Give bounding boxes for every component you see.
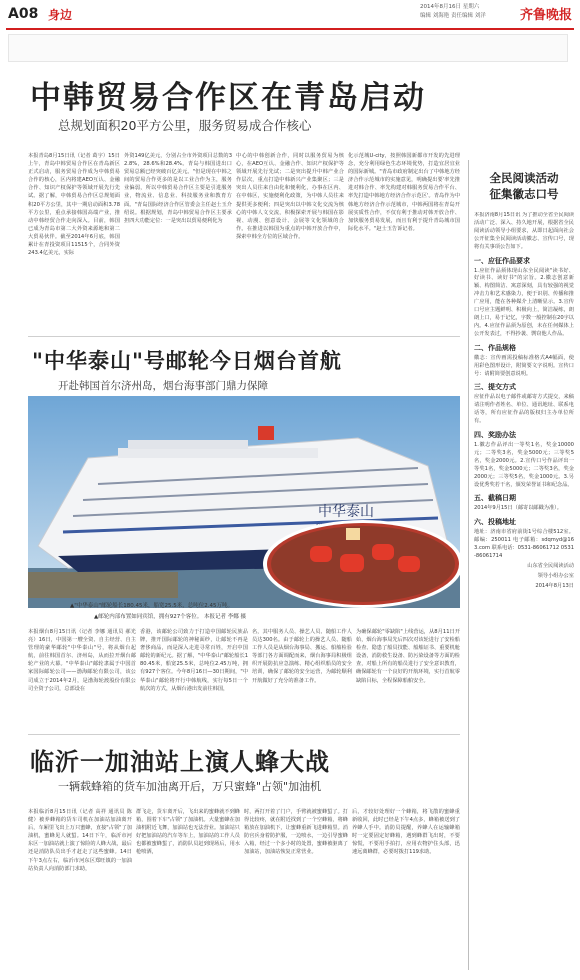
sidebar-signature-2: 领导小组办公室: [537, 572, 574, 579]
article2-col4: 为确保邮轮"零缺陷"上线营运，从8月11日开始，烟台海事局先后四次对该轮进行了安检船检查、隐患了船员技能、船舶证书、重要机舱设备，消防救生设备、防污染设备等方面的检查，对船上所有的船员进行了安全意识教育，确保邮轮有一个良好的开航环境，实行首航零缺陷目标，全程保障船舶安全。: [356, 629, 460, 684]
sidebar-heading-2: 二、作品规格: [474, 343, 516, 352]
subhead-bee-incident: 一辆载蜂箱的货车加油离开后，万只蜜蜂"占领"加油机: [58, 780, 322, 793]
sidebar-intro: 本报济南8月15日讯 为了推动全省全民阅读活动广泛、深入、持久地开展，根据省全民阅读活动领导小组要求，从即日起面向社会公开征集全民阅读活动徽志、宣传口号，现将有关事项公告如下。: [474, 212, 574, 250]
sidebar-title-line: 全民阅读活动 征集徽志口号: [489, 171, 559, 201]
section-name: 身边: [48, 8, 73, 22]
sidebar-text-3: 应征作品以电子邮件或邮寄方式提交，来稿请注明作者姓名、单位、通讯地址、联系电话等，所有应征作品的版权归主办单位所有。: [474, 394, 574, 425]
sidebar-text-6: 地址：济南市省府前街1号综合楼512室。邮编：250011 电子邮箱：sdqmyd@163.com 联系电话：0531-86061712 0531-86061714: [474, 529, 574, 560]
sidebar-title: [474, 170, 574, 202]
sidebar-body: [474, 212, 574, 960]
photo-caption-interior: ▲邮轮内部布置如同宾馆，拥有927个客位。 本报记者 李娜 摄: [94, 614, 246, 620]
article2-col2: 香港，该邮轮公司致力于打造中国邮轮民族品牌，推开国际邮轮的神秘面纱，让邮轮不再是奢侈商品，而是深入走进寻常百姓，开启中国邮轮的新纪元。据了解，"中华泰山"邮轮船长180.45米，船宽25.5米，总吨位2.45万吨，拥有927个客位。今年8月16日—30日期间，"中华泰山"邮轮将开行中韩航线，实行每5日一个航次的方式，从烟台港出发前往韩国，: [140, 629, 248, 692]
article3-col4: 后，才较好处理好一个蜂箱，将飞散的蜜蜂重新收回，此时已经是下午4点多，蜂箱被送到了养蜂人手中。消防员提醒，养蜂人在运输蜂箱时一定要固定好蜂箱，遇到蜂群飞出时，不要惊慌，不要用手拍打，应用衣物护住头部，迅速远离蜂群，必要时拨打119求助。: [352, 809, 460, 856]
header-date: 2014年8月16日 星期六: [420, 4, 480, 10]
article3-col3: 时，两打开着了门户，手臂就被蜜蜂蜇了。打得比较疼，就在附近找到了一个空蜂箱，将蜂箱放在加油机下，让蜜蜂重新飞进蜂箱里。消防官兵身着防护服，一边喷水，一边引导蜜蜂入箱，经过一个多小时的处置，蜜蜂被驱离了加油站，加油站恢复正常营业。: [244, 809, 348, 856]
sidebar-heading-4: 四、奖励办法: [474, 431, 516, 440]
sidebar-heading-3: 三、提交方式: [474, 383, 516, 392]
page-header: [0, 0, 580, 30]
headline-cruise: "中华泰山"号邮轮今日烟台首航: [32, 348, 342, 373]
divider: [28, 336, 460, 337]
sidebar-heading-1: 一、应征作品要求: [474, 256, 530, 265]
header-info: [420, 3, 486, 21]
subhead-trade-zone: 总规划面积20平方公里，服务贸易成合作核心: [58, 118, 312, 133]
divider: [28, 734, 460, 735]
article1-col3: 中心的中韩创新合作，同时以服务贸易为核心，在AEO互认、金融合作、知识产权保护等领域开展先行先试；二是突出提升中韩产业合作层次，重点打造中韩新兴产业集聚区；三是突出人员往来自由化和便利化，办事在区内、在中韩区，实施便利化政策，为中韩人员往来提供更多便利；四是突出以中韩文化交流为核心的中韩人文交流，积极探索开展与韩国在影视、动漫、创意设计、会展等文化领域的合作。在推进以韩国为重点的中韩开放合作中，探索中韩全方位的区域合作。: [236, 153, 344, 240]
article1-col4: 化示范城U-city，按照韩国新都市开发的先进理念，充分利用绿色生态环境优势，打造宜居宜业的国际新城。"青岛市政府制定出台了中韩地方经济合作示范城市的实施意见，明确提出要'率先推进对韩合作、率先构建对韩服务贸易合作平台、率先打造中韩地方经济合作示范区'。青岛作为中韩地方经济合作示范城市，中韩两国将在青岛开展实质性合作，不仅有利于推动对韩开放合作、加快服务贸易发展，而且有利于提升青岛城市国际化水平。"赵士玉告诉记者。: [348, 153, 460, 232]
article1-col1: 本报青岛8月15日讯（记者 葛宇）15日上午，青岛中韩贸易合作区在青岛新区正式启动，服务贸易合作成为中韩贸易合作的核心，区内将建AEO互认、金融合作、知识产权保护等领域开展先行先试。据了解，中韩贸易合作区总规划面积20平方公里，其中一期启动面积3.78平方公里，重点承接韩国高端产业，推动中韩经贸合作走向深入。目前，韩国已成为青岛市第二大外资来源地和第二大贸易伙伴。截至2014年6月底，韩国累计在青投资项目11515个，合同外资243.4亿美元，实际: [28, 153, 120, 257]
headline-bee-incident: 临沂一加油站上演人蜂大战: [30, 747, 330, 776]
header-editors: 编辑 刘海艳 责任编辑 刘洋: [420, 13, 486, 19]
article2-col3: 名，其中服务人员、操艺人员、随船工作人员达300名。由于邮轮上的操艺人员、随船工作人员是从烟台海事局、搬运、船舶检验等部门各方面调配而来，烟台海事局积极组织开展防抗应急演练、精心组织船员的安全培训，确保了邮轮的安全运营，为邮轮顺利开航做好了充分的准备工作。: [252, 629, 352, 684]
header-rule: [6, 28, 574, 30]
article1-col2: 外资149亿美元，分别占全市外资项目总数的32.8%，28.6%和28.4%。青岛与韩国进出口贸易总额已经突破百亿美元。"但是现在中韩之间的贸易合作更多的是以工业合作为主，服务业偏弱，所以中韩贸易合作区主要是引进服务业，物流业、信息业、科技服务业和教育方面。"青岛国际经济合作区管委会主任赵士玉介绍说。根据规划，青岛中韩贸易合作区主要承担四大功能定位：一是突出以贸易便利化为: [124, 153, 232, 224]
page-code: A08: [8, 6, 39, 22]
cruise-ship-photo: [28, 396, 460, 608]
sidebar-signature-1: 山东省全民阅读活动: [527, 563, 574, 569]
sidebar-heading-6: 六、投稿地址: [474, 518, 516, 527]
cruise-ship-illustration: [28, 396, 460, 608]
ship-name-text: 中华泰山: [318, 504, 374, 520]
sidebar-signature-date: 2014年8月13日: [535, 582, 574, 589]
article3-col1: 本报临沂8月15日讯（记者 高祥 通讯员 陈健）被养蜂箱的货车司机在加油站加油离开后，车厢里飞出上万只蜜蜂，直接"占领"了加油机，蜜蜂见人就蜇。14日下午，临沂市河东区一加油站就上演了惊险的人蜂大战，最后还是消防队员出手才赶走了这些蜜蜂。14日下午3点左右，临沂市河东区郑旺镇的一加油站负责人向消防部门求助，: [28, 809, 132, 872]
article2-col1: 本报烟台8月15日讯（记者 李娜 通讯员 郝光亮）16日，中国第一艘全资、自主经营、自主管理的豪华邮轮"中华泰山"号，将从烟台起航，前往韩国首尔、济州岛，从而拉开烟台邮轮产业的大幕。"中华泰山"邮轮隶属于中国首家国际邮轮公司——渤海邮轮有限公司，该公司成立于2014年2月，是渤海轮渡股份有限公司全资子公司，总部设在: [28, 629, 136, 692]
sidebar-text-4: 1.徽志作品评出一等奖1名，奖金10000元；二等奖3名，奖金5000元；三等奖5名，奖金2000元。2.宣传口号作品评出一等奖1名，奖金5000元；二等奖3名，奖金2000元；三等奖5名，奖金1000元。3.另设优秀奖若干名，颁发荣誉证书和纪念品。: [474, 442, 574, 488]
subhead-cruise: 开赴韩国首尔济州岛，烟台海事部门鼎力保障: [58, 380, 268, 392]
photo-caption-ship: ▲"中华泰山"邮轮船长180.45米，船宽25.5米，总吨位2.45万吨。: [70, 603, 234, 609]
headline-trade-zone: 中韩贸易合作区在青岛启动: [30, 80, 426, 116]
sidebar-text-1: 1.应征作品须体现山东全民阅读"读书好、好读书、读好书"的宗旨。2.徽志创意新颖、构图简洁、寓意深刻，具有较强的视觉冲击力和艺术感染力，便于识别、传播和推广应用，能在各种媒介上清晰显示。3.宣传口号应主题鲜明、积极向上，简洁凝练，朗朗上口，易于记忆，字数一般控制在20字以内。4.应征作品须为原创，未在任何媒体上公开发表过，不得抄袭、剽窃他人作品。: [474, 267, 574, 337]
sidebar-heading-5: 五、截稿日期: [474, 494, 516, 503]
top-ad-area: [8, 34, 568, 62]
article3-col2: 群飞走，货车离开后，飞出来的蜜蜂就不到蜂箱，围着下车"占领"了加油机。大量蜜蜂在加油机附近飞舞，加油站也无法营业。加油站只好把加油站的汽车等车上，加油站的工作人员也都被蜜蜂蜇了，消防队员赶到现场后，用水枪喷洒，: [136, 809, 240, 856]
sidebar-text-2: 徽志：宣传画需投稿标准格式A4幅面，使用彩色图形设计，附简要文字说明。宣传口号：请附简要创意说明。: [474, 354, 574, 377]
newspaper-logo: 齐鲁晚报: [520, 8, 573, 23]
sidebar-text-5: 2014年9月15日（邮寄以邮戳为准）。: [474, 505, 562, 512]
